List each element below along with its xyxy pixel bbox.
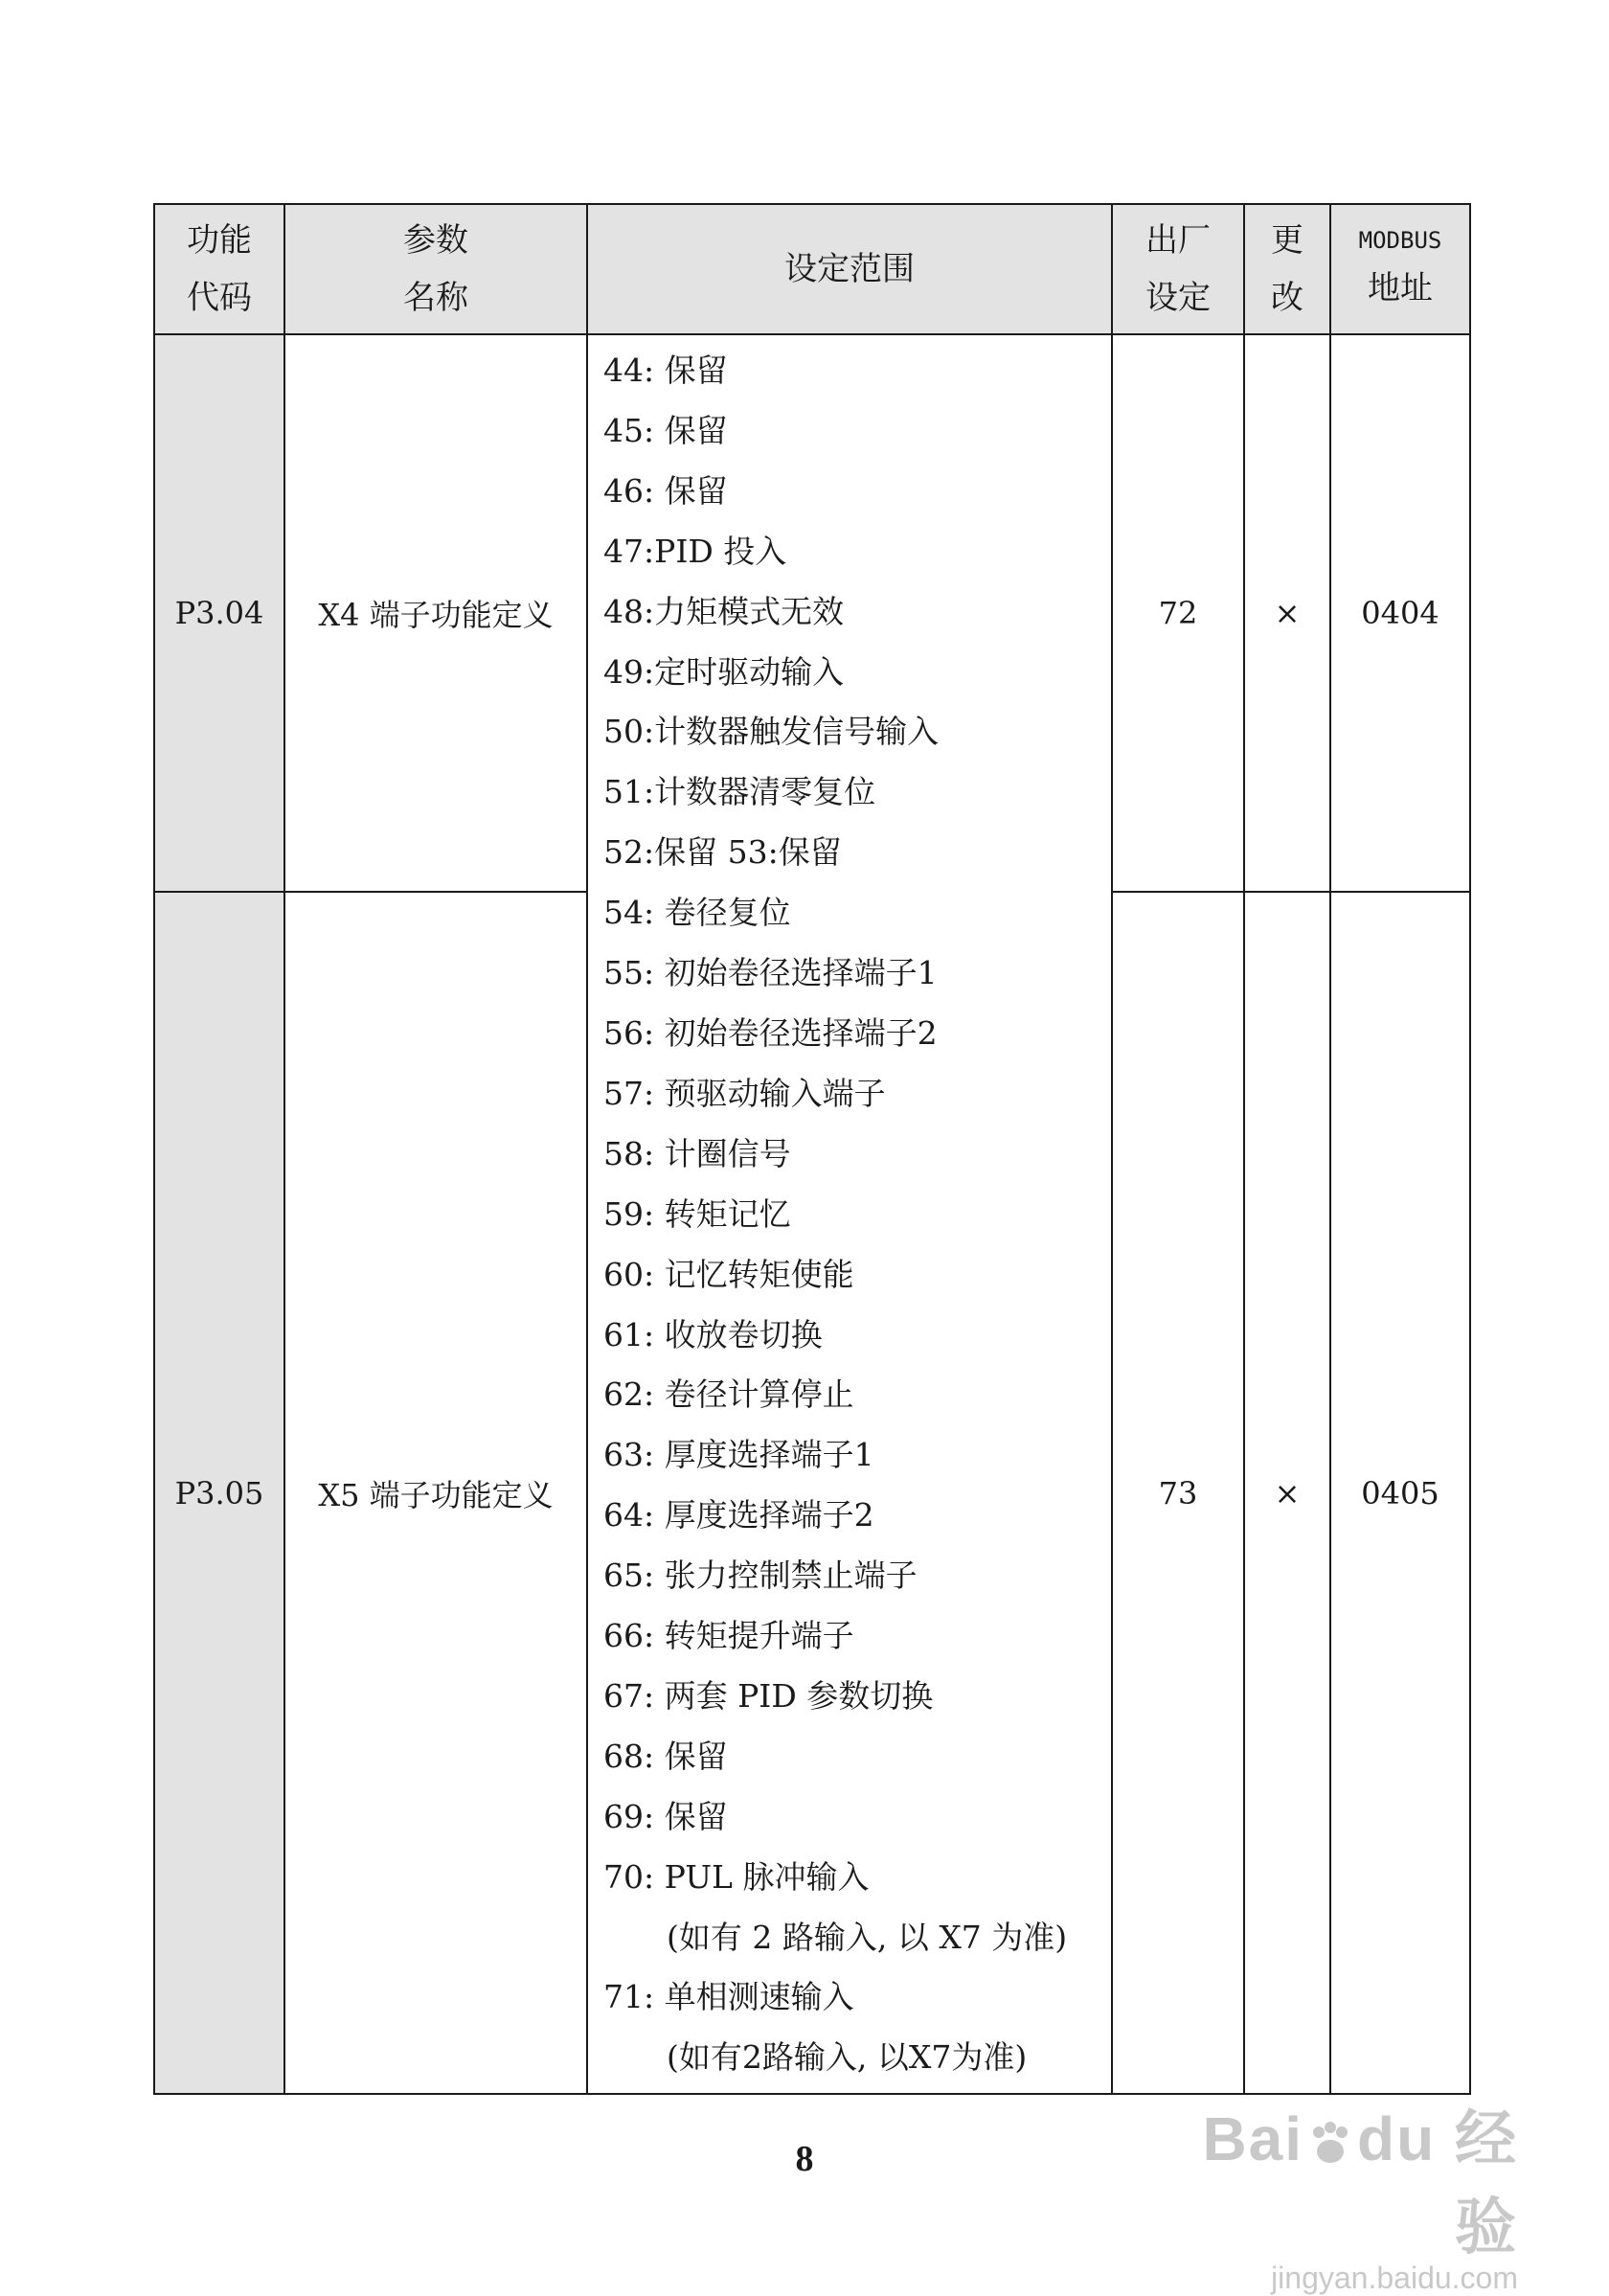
range-item: 65: 张力控制禁止端子 xyxy=(603,1557,918,1595)
paw-icon xyxy=(1305,2119,1355,2169)
modbus-address: 0405 xyxy=(1330,892,1470,2094)
range-item: (如有2路输入, 以X7为准) xyxy=(667,2038,1028,2077)
header-function-code: 功能 代码 xyxy=(154,204,284,334)
function-code: P3.05 xyxy=(154,892,284,2094)
range-item: 57: 预驱动输入端子 xyxy=(603,1074,886,1112)
factory-default: 72 xyxy=(1112,334,1244,892)
header-setting-range: 设定范围 xyxy=(587,204,1112,334)
range-item: 71: 单相测速输入 xyxy=(603,1978,854,2016)
range-item: 59: 转矩记忆 xyxy=(603,1194,791,1233)
range-item: 58: 计圈信号 xyxy=(603,1134,791,1172)
function-code: P3.04 xyxy=(154,334,284,892)
range-item: 69: 保留 xyxy=(603,1797,728,1835)
range-item: 63: 厚度选择端子1 xyxy=(603,1436,874,1474)
factory-default: 73 xyxy=(1112,892,1244,2094)
parameter-name: X5 端子功能定义 xyxy=(284,892,587,2094)
range-item: 55: 初始卷径选择端子1 xyxy=(603,954,938,992)
range-item: 61: 收放卷切换 xyxy=(603,1315,823,1353)
range-item: 64: 厚度选择端子2 xyxy=(603,1496,874,1534)
range-item: 49:定时驱动输入 xyxy=(603,652,845,691)
range-item: 54: 卷径复位 xyxy=(603,894,791,932)
range-item: 68: 保留 xyxy=(603,1737,728,1775)
changeable-mark: × xyxy=(1244,334,1330,892)
range-item: 66: 转矩提升端子 xyxy=(603,1617,854,1655)
range-item: 48:力矩模式无效 xyxy=(603,592,845,630)
range-item: (如有 2 路输入, 以 X7 为准) xyxy=(667,1918,1068,1956)
header-modbus-address: MODBUS 地址 xyxy=(1330,204,1470,334)
parameter-table xyxy=(153,203,1471,2095)
header-parameter-name: 参数 名称 xyxy=(284,204,587,334)
range-item: 67: 两套 PID 参数切换 xyxy=(603,1676,934,1715)
header-factory-default: 出厂 设定 xyxy=(1112,204,1244,334)
watermark-url: jingyan.baidu.com xyxy=(1271,2261,1518,2295)
changeable-mark: × xyxy=(1244,892,1330,2094)
header-changeable: 更 改 xyxy=(1244,204,1330,334)
range-item: 46: 保留 xyxy=(603,471,728,510)
range-item: 62: 卷径计算停止 xyxy=(603,1375,854,1414)
range-item: 52:保留 53:保留 xyxy=(603,833,842,872)
range-item: 45: 保留 xyxy=(603,411,728,449)
page-number: 8 xyxy=(795,2139,814,2179)
parameter-name: X4 端子功能定义 xyxy=(284,334,587,892)
baidu-jingyan-watermark xyxy=(1154,2090,1518,2296)
range-item: 60: 记忆转矩使能 xyxy=(603,1255,854,1293)
range-item: 44: 保留 xyxy=(603,352,728,389)
watermark-logo: Bai du 经验 xyxy=(1202,2104,1518,2262)
setting-range-list xyxy=(587,334,1112,2094)
range-item: 50:计数器触发信号输入 xyxy=(603,713,940,751)
table-row xyxy=(154,334,1470,892)
modbus-address: 0404 xyxy=(1330,334,1470,892)
range-item: 47:PID 投入 xyxy=(603,532,787,570)
table-header-row xyxy=(154,204,1470,334)
range-item: 56: 初始卷径选择端子2 xyxy=(603,1013,938,1052)
range-item: 51:计数器清零复位 xyxy=(603,773,876,811)
range-item: 70: PUL 脉冲输入 xyxy=(603,1857,870,1896)
